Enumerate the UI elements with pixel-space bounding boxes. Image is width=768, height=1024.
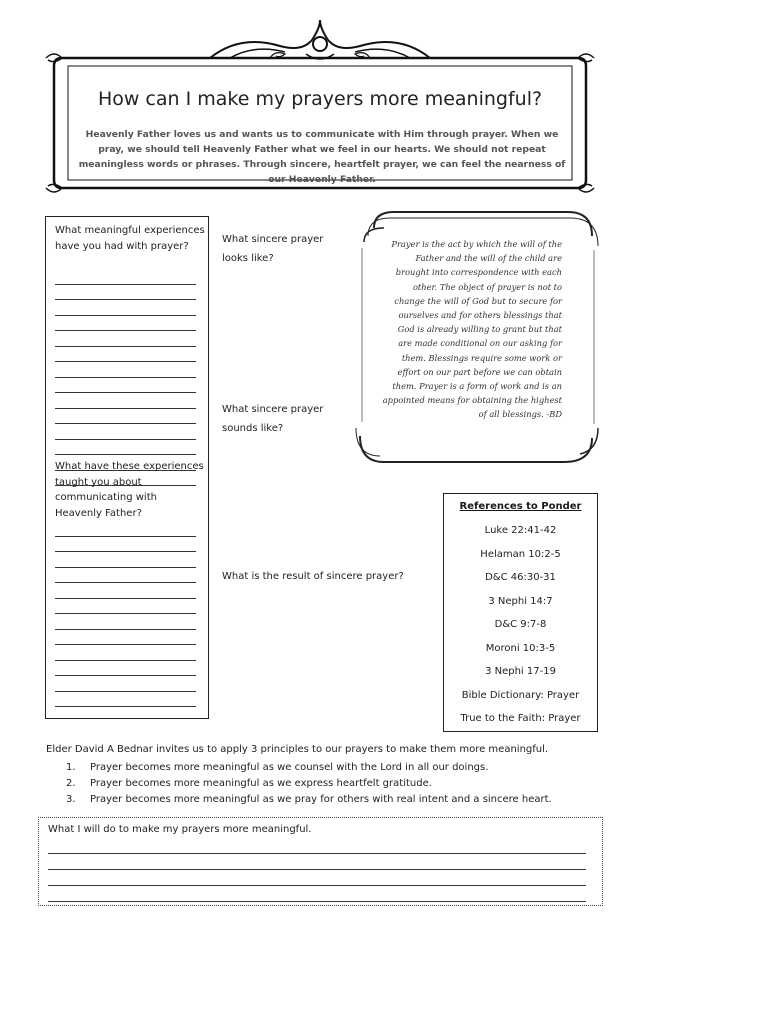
references-title: References to Ponder [459, 501, 582, 512]
principle-item [66, 776, 606, 792]
principle-number: 3. [66, 794, 76, 805]
principle-text: Prayer becomes more meaningful as we express heartfelt gratitude. [90, 778, 432, 789]
principle-number: 2. [66, 778, 76, 789]
question-meaningful-experiences: What meaningful experiences have you had with prayer? [55, 225, 205, 252]
question-prayer-sounds-like: What sincere prayer sounds like? [222, 404, 324, 434]
response-lines[interactable] [48, 838, 586, 902]
bednar-intro: Elder David A Bednar invites us to apply 3 principles to our prayers to make them more meaningful. [46, 744, 549, 755]
bednar-quote: Prayer is the act by which the will of the Father and the will of the child are brought into correspondence with each other. The object of prayer is not to change the will of God but to secure for ourselves and for others blessings that God is already willing to grant but that are made conditional on our asking for them. Blessings require some work or effort on our part before we can obtain them. Prayer is a form of work and is an appointed means for obtaining the highest of all blessings. -BD [382, 239, 562, 420]
principles-list [66, 760, 606, 808]
answer-lines-2[interactable] [55, 521, 196, 707]
reference-item: Moroni 10:3-5 [485, 642, 556, 654]
question-experiences-taught: What have these experiences taught you about communicating with Heavenly Father? [55, 461, 204, 519]
reference-item: 3 Nephi 17-19 [485, 666, 556, 677]
intro-paragraph: Heavenly Father loves us and wants us to communicate with Him through prayer. When we pray, we should tell Heavenly Father what we feel in our hearts. We should not repeat meaningless words or phrases. Through sincere, heartfelt prayer, we can feel the nearness of our Heavenly Father. [78, 129, 566, 185]
reference-item: Luke 22:41-42 [484, 525, 557, 536]
reference-item: True to the Faith: Prayer [460, 713, 581, 724]
reflection-box [45, 216, 209, 719]
page-title: How can I make my prayers more meaningful? [97, 88, 543, 110]
response-box [38, 817, 603, 906]
response-label: What I will do to make my prayers more meaningful. [48, 824, 312, 835]
principle-item [66, 792, 606, 808]
references-box [443, 493, 598, 732]
principle-item [66, 760, 606, 776]
principle-number: 1. [66, 762, 76, 773]
answer-lines-1[interactable] [55, 269, 196, 486]
reference-item: Helaman 10:2-5 [480, 548, 561, 560]
principle-text: Prayer becomes more meaningful as we pray for others with real intent and a sincere heart. [90, 794, 552, 805]
reference-item: D&C 9:7-8 [494, 619, 547, 630]
reference-item: 3 Nephi 14:7 [488, 595, 553, 607]
reference-item: D&C 46:30-31 [485, 572, 556, 583]
question-prayer-looks-like: What sincere prayer looks like? [222, 234, 324, 264]
principle-text: Prayer becomes more meaningful as we counsel with the Lord in all our doings. [90, 762, 489, 773]
references-list [444, 524, 597, 736]
question-result-of-prayer: What is the result of sincere prayer? [222, 571, 404, 582]
reference-item: Bible Dictionary: Prayer [461, 689, 580, 701]
